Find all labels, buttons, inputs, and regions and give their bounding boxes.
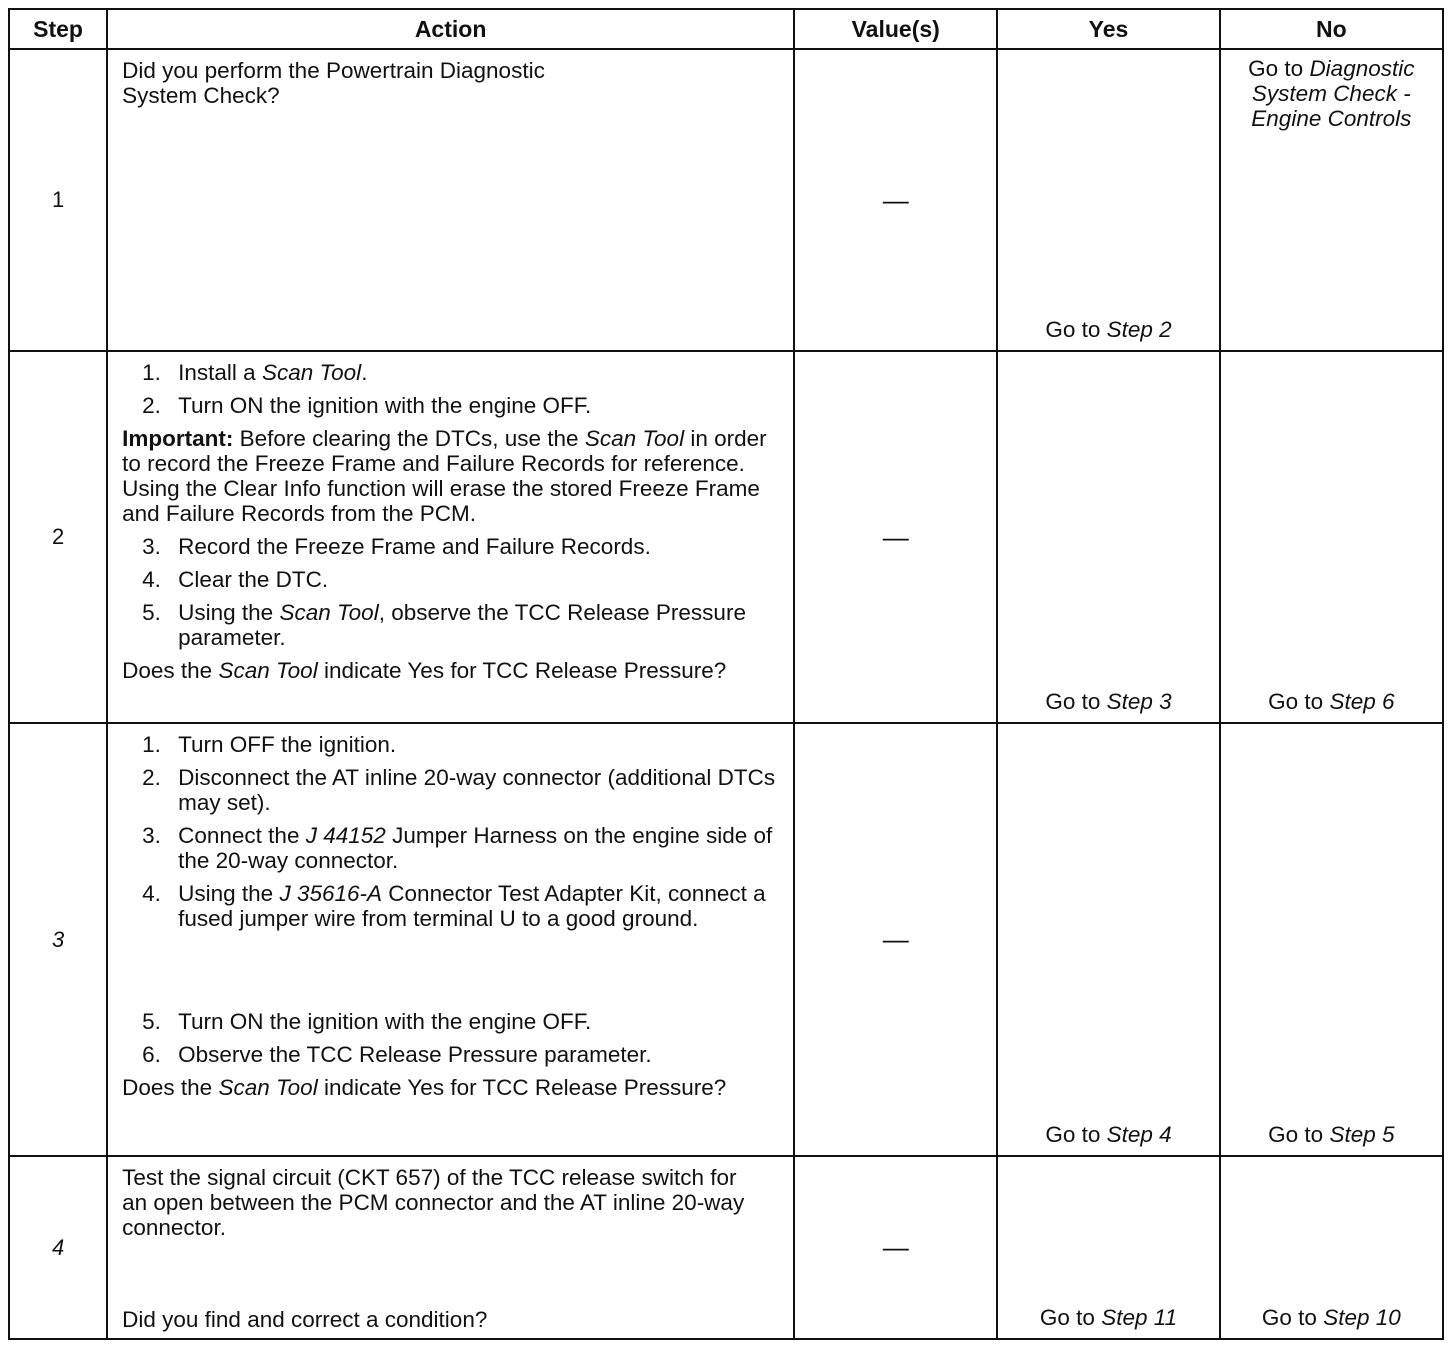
yes-prefix: Go to (1045, 317, 1101, 342)
no-target-link[interactable]: Step 6 (1329, 689, 1395, 714)
list-item (122, 881, 781, 931)
tool-number: J 35616-A (279, 881, 383, 906)
item-number: 3. (142, 534, 161, 559)
item-text: Using the (178, 600, 274, 625)
item-text: Turn ON the ignition with the engine OFF. (178, 1009, 592, 1034)
item-number: 3. (142, 823, 161, 848)
important-note (122, 426, 781, 526)
action-list (122, 534, 781, 650)
list-item (122, 567, 781, 592)
value-cell: — (794, 1156, 997, 1339)
item-text: Disconnect the AT inline 20-way connector (additional DTCs may set). (178, 765, 776, 815)
no-cell (1220, 723, 1443, 1156)
list-item (122, 534, 781, 559)
header-values: Value(s) (794, 9, 997, 49)
item-text: Turn OFF the ignition. (178, 732, 397, 757)
yes-cell (997, 351, 1219, 723)
item-text: Install a (178, 360, 256, 385)
important-text: Before clearing the DTCs, use the (239, 426, 579, 451)
item-text: Connector Test Adapter Kit, connect a fused jumper wire from terminal U to a good ground. (178, 881, 766, 931)
item-text: Clear the DTC. (178, 567, 329, 592)
yes-target-link[interactable]: Step 2 (1106, 317, 1172, 342)
item-text: , observe the TCC Release Pressure parameter. (178, 600, 746, 650)
step-number: 3 (9, 723, 107, 1156)
no-target-link[interactable]: Diagnostic System Check - Engine Controls (1251, 56, 1415, 131)
action-cell (107, 351, 794, 723)
list-item (122, 393, 781, 418)
no-cell (1220, 351, 1443, 723)
yes-cell (997, 723, 1219, 1156)
diagnostic-table (8, 8, 1444, 1340)
action-list (122, 732, 781, 931)
yes-target-link[interactable]: Step 4 (1106, 1122, 1172, 1147)
action-cell (107, 723, 794, 1156)
no-prefix: Go to (1268, 1122, 1324, 1147)
list-item (122, 1042, 781, 1067)
header-action: Action (107, 9, 794, 49)
no-target-link[interactable]: Step 10 (1323, 1305, 1401, 1330)
spacer (122, 939, 781, 1009)
list-item (122, 765, 781, 815)
table-row (9, 1156, 1443, 1339)
action-text: Test the signal circuit (CKT 657) of the TCC release switch for an open between the PCM connector and the AT inline 20-way connector. (122, 1165, 745, 1240)
item-number: 5. (142, 600, 161, 625)
no-cell (1220, 1156, 1443, 1339)
item-text: Turn ON the ignition with the engine OFF. (178, 393, 592, 418)
header-yes: Yes (997, 9, 1219, 49)
no-prefix: Go to (1248, 56, 1304, 81)
item-number: 6. (142, 1042, 161, 1067)
item-text: Using the (178, 881, 274, 906)
yes-prefix: Go to (1039, 1305, 1095, 1330)
item-number: 1. (142, 360, 161, 385)
action-text: Did you perform the Powertrain Diagnostic System Check? (122, 58, 545, 108)
question-text: Does the Scan Tool indicate Yes for TCC Release Pressure? (122, 658, 727, 683)
action-list (122, 1009, 781, 1067)
table-row (9, 49, 1443, 351)
item-emphasis: Scan Tool (279, 600, 379, 625)
question-text: Does the Scan Tool indicate Yes for TCC Release Pressure? (122, 1075, 727, 1100)
item-emphasis: Scan Tool (261, 360, 362, 385)
header-row (9, 9, 1443, 49)
action-cell (107, 49, 794, 351)
value-cell: — (794, 49, 997, 351)
no-target-link[interactable]: Step 5 (1329, 1122, 1395, 1147)
step-number: 2 (9, 351, 107, 723)
tool-number: J 44152 (305, 823, 386, 848)
important-emphasis: Scan Tool (584, 426, 685, 451)
item-punct: . (361, 360, 368, 385)
item-text: Observe the TCC Release Pressure parameter. (178, 1042, 652, 1067)
item-text: Record the Freeze Frame and Failure Records. (178, 534, 651, 559)
table-row (9, 723, 1443, 1156)
table-row (9, 351, 1443, 723)
header-no: No (1220, 9, 1443, 49)
no-prefix: Go to (1268, 689, 1324, 714)
step-number: 1 (9, 49, 107, 351)
yes-target-link[interactable]: Step 3 (1106, 689, 1172, 714)
value-cell: — (794, 351, 997, 723)
yes-prefix: Go to (1045, 1122, 1101, 1147)
item-number: 5. (142, 1009, 161, 1034)
item-text: Jumper Harness on the engine side of the 20-way connector. (178, 823, 773, 873)
important-text: in order to record the Freeze Frame and Failure Records for reference. Using the Clear Info function will erase the stored Freeze Frame and Failure Records from the PCM. (122, 426, 767, 526)
yes-prefix: Go to (1045, 689, 1101, 714)
list-item (122, 823, 781, 873)
question-emphasis: Scan Tool (218, 658, 318, 683)
yes-target-link[interactable]: Step 11 (1101, 1305, 1178, 1330)
item-number: 2. (142, 393, 161, 418)
item-number: 4. (142, 881, 161, 906)
list-item (122, 600, 781, 650)
action-list (122, 360, 781, 418)
value-cell: — (794, 723, 997, 1156)
step-number: 4 (9, 1156, 107, 1339)
no-prefix: Go to (1261, 1305, 1317, 1330)
yes-cell (997, 49, 1219, 351)
list-item (122, 732, 781, 757)
header-step: Step (9, 9, 107, 49)
action-cell (107, 1156, 794, 1339)
no-cell (1220, 49, 1443, 351)
item-number: 1. (142, 732, 161, 757)
question-emphasis: Scan Tool (218, 1075, 318, 1100)
question-text: Did you find and correct a condition? (122, 1307, 488, 1332)
item-number: 4. (142, 567, 161, 592)
important-label: Important: (122, 426, 234, 451)
item-text: Connect the (178, 823, 300, 848)
item-number: 2. (142, 765, 161, 790)
list-item (122, 1009, 781, 1034)
yes-cell (997, 1156, 1219, 1339)
list-item (122, 360, 781, 385)
